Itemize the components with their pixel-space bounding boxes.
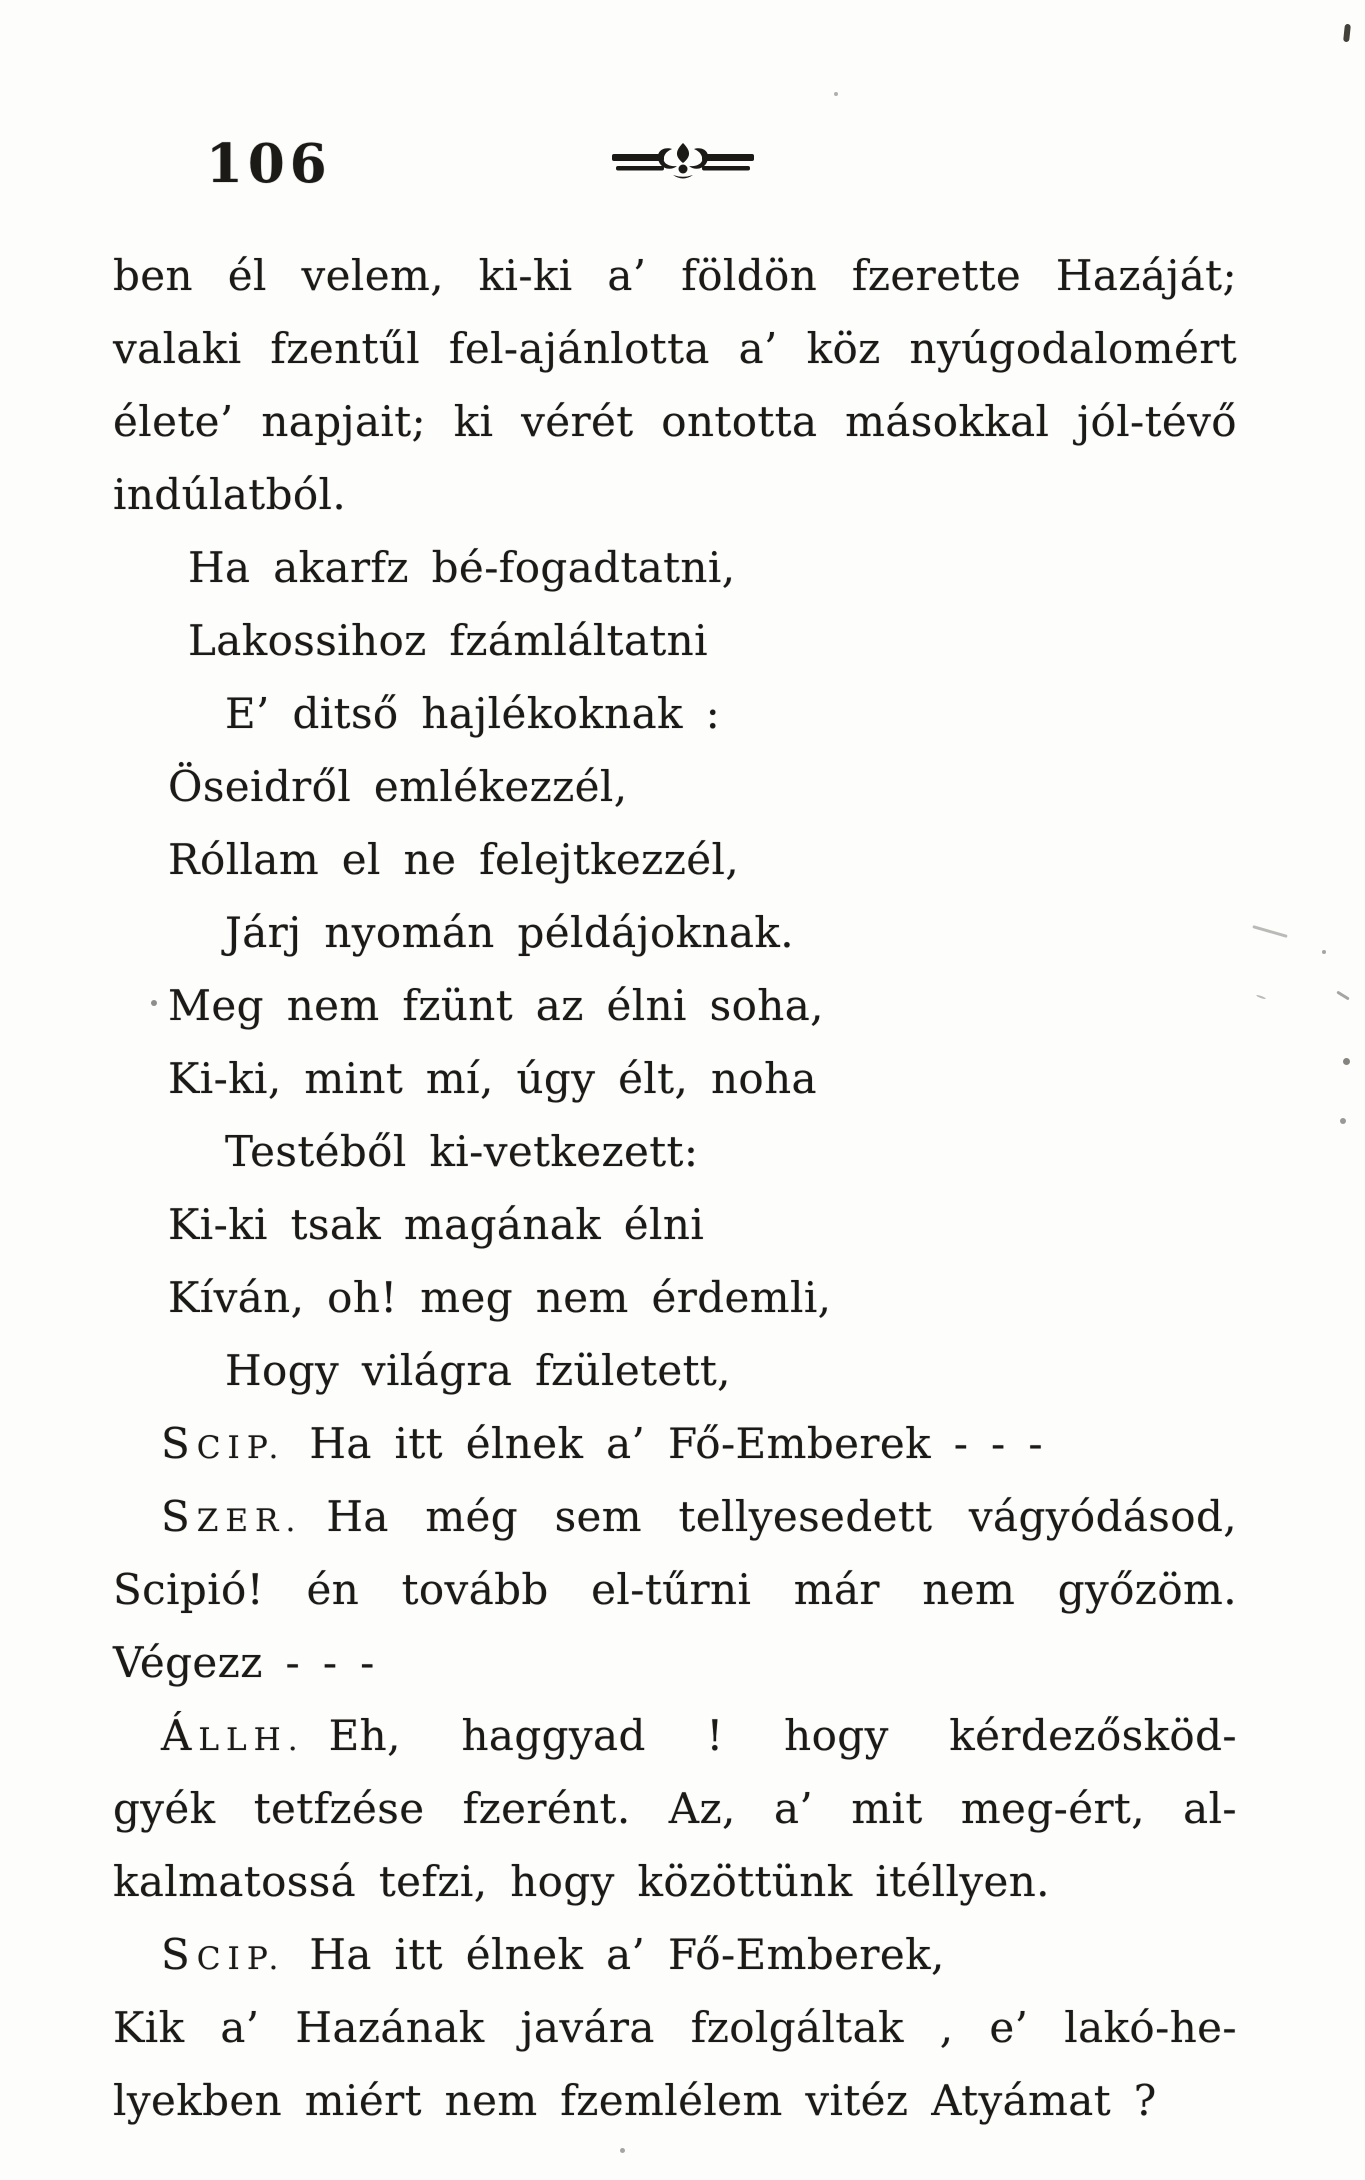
text-line: Végezz - - - bbox=[113, 1638, 375, 1687]
text-line bbox=[113, 1407, 1237, 1480]
speaker-label: SZER. bbox=[161, 1492, 303, 1541]
text-line: Kik a’ Hazának javára fzolgáltak , e’ lakó-he- bbox=[113, 2003, 1237, 2052]
line-text: Eh, haggyad ! hogy kérdezősköd- bbox=[328, 1711, 1237, 1760]
text-line: Testéből ki-vetkezett: bbox=[225, 1127, 699, 1176]
text-line: indúlatból. bbox=[113, 470, 347, 519]
text-line: Ki-ki tsak magának élni bbox=[168, 1200, 705, 1249]
speaker-label: SCIP. bbox=[161, 1419, 286, 1468]
speaker-label: ÁLLH. bbox=[161, 1711, 305, 1760]
text-line: valaki fzentűl fel-ajánlotta a’ köz nyúgodalomért bbox=[113, 324, 1237, 373]
text-block bbox=[113, 239, 1237, 2137]
page-number: 106 bbox=[206, 133, 332, 195]
text-line bbox=[113, 1699, 1237, 1772]
scan-speck bbox=[1340, 1118, 1346, 1124]
scan-speck bbox=[1343, 24, 1351, 43]
text-line bbox=[113, 1918, 1237, 1991]
text-line: Ki-ki, mint mí, úgy élt, noha bbox=[168, 1054, 817, 1103]
line-text: Ha itt élnek a’ Fő-Emberek, bbox=[309, 1930, 945, 1979]
text-line: kalmatossá tefzi, hogy közöttünk itéllyen. bbox=[113, 1857, 1050, 1906]
text-line: Meg nem fzünt az élni soha, bbox=[168, 981, 824, 1030]
scan-speck bbox=[1322, 950, 1326, 954]
text-line: Hogy világra fzületett, bbox=[225, 1346, 731, 1395]
text-line bbox=[113, 1480, 1237, 1553]
speaker-label: SCIP. bbox=[161, 1930, 286, 1979]
text-line: E’ ditső hajlékoknak : bbox=[225, 689, 721, 738]
line-text: Ha itt élnek a’ Fő-Emberek - - - bbox=[309, 1419, 1043, 1468]
scan-speck bbox=[1256, 994, 1266, 999]
scan-speck bbox=[151, 1000, 157, 1006]
text-line: élete’ napjait; ki vérét ontotta másokkal jól-tévő bbox=[113, 397, 1237, 446]
text-line: Ha akarfz bé-fogadtatni, bbox=[188, 543, 736, 592]
header-ornament-divider bbox=[612, 142, 754, 184]
text-line: Scipió! én tovább el-tűrni már nem győzöm. bbox=[113, 1565, 1237, 1614]
text-line: Öseidről emlékezzél, bbox=[168, 762, 628, 811]
scan-speck bbox=[1336, 991, 1349, 1001]
text-line: Járj nyomán példájoknak. bbox=[225, 908, 795, 957]
text-line: Lakossihoz fzámláltatni bbox=[188, 616, 708, 665]
scan-speck bbox=[1252, 925, 1287, 938]
text-line: Róllam el ne felejtkezzél, bbox=[168, 835, 740, 884]
text-line: Kíván, oh! meg nem érdemli, bbox=[168, 1273, 832, 1322]
scan-speck bbox=[834, 92, 838, 96]
line-text: Ha még sem tellyesedett vágyódásod, bbox=[326, 1492, 1237, 1541]
scan-speck bbox=[620, 2148, 625, 2153]
fleuron-icon bbox=[612, 142, 754, 184]
text-line: gyék tetfzése fzerént. Az, a’ mit meg-ért, al- bbox=[113, 1784, 1237, 1833]
scan-speck bbox=[1343, 1058, 1350, 1065]
text-line: lyekben miért nem fzemlélem vitéz Atyámat ? bbox=[113, 2076, 1157, 2125]
text-line: ben él velem, ki-ki a’ földön fzerette Hazáját; bbox=[113, 251, 1237, 300]
